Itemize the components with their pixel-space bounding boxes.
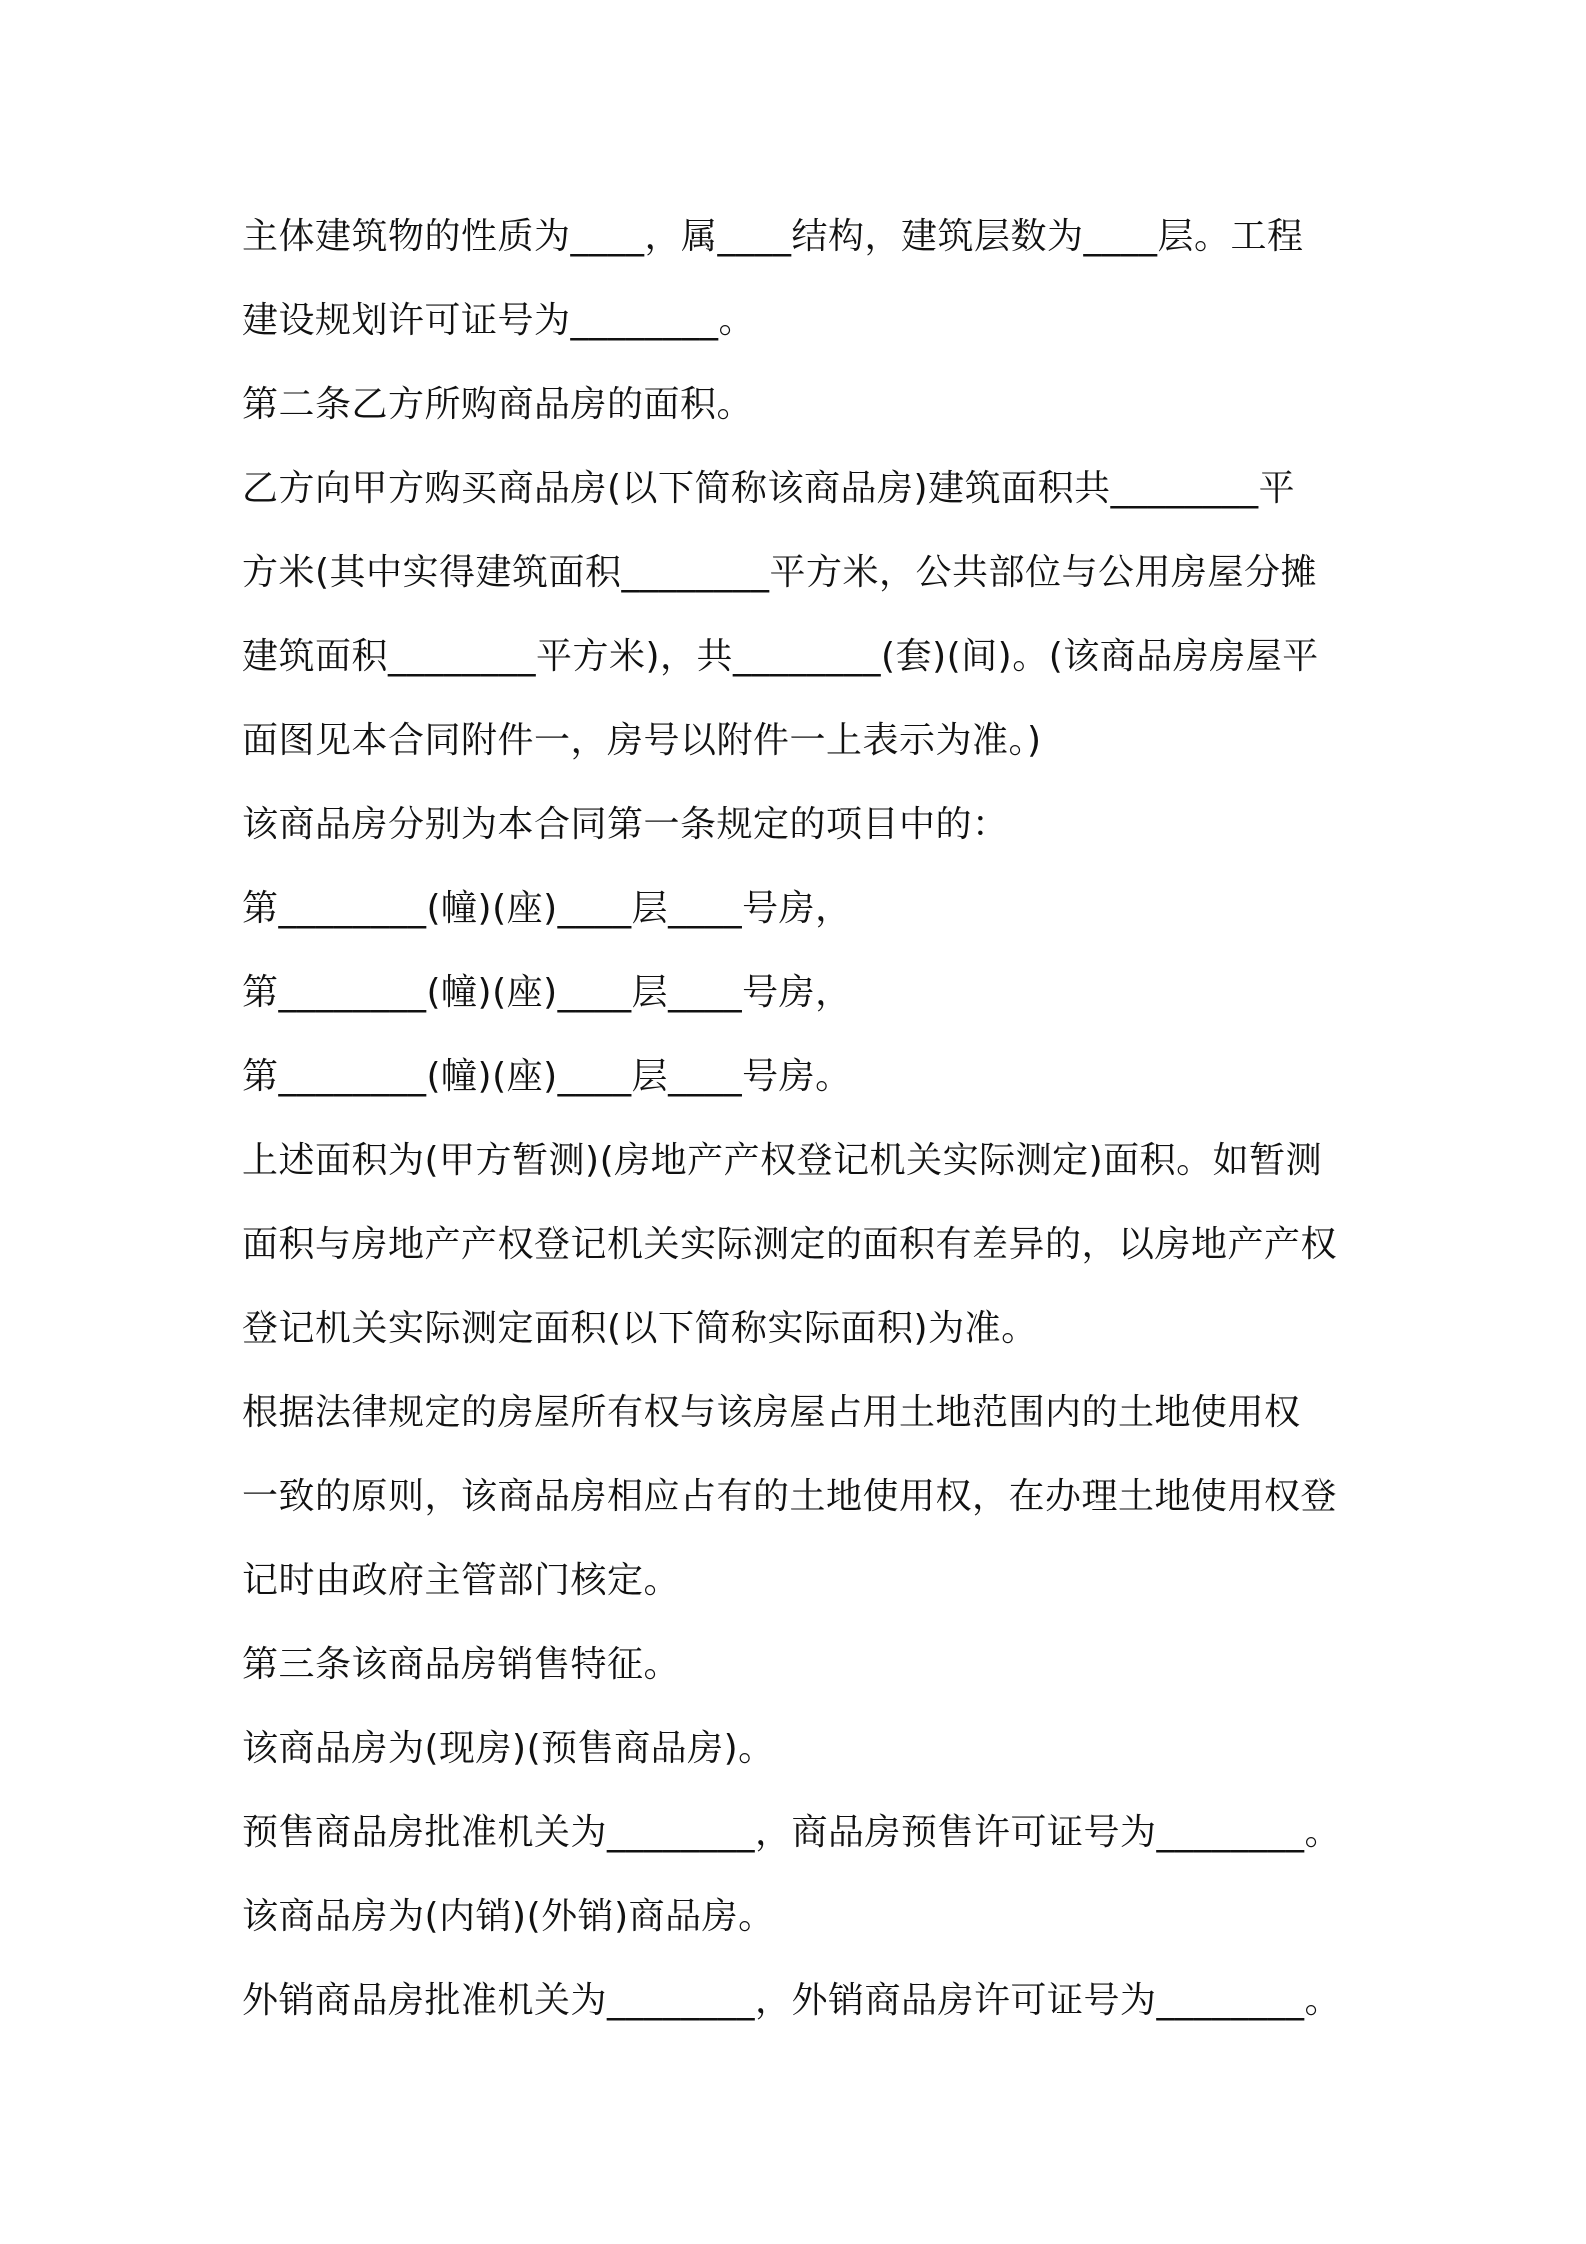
text-line: 根据法律规定的房屋所有权与该房屋占用土地范围内的土地使用权 [242,1392,1301,1433]
text-line: 乙方向甲方购买商品房(以下简称该商品房)建筑面积共________平 [242,468,1296,509]
unit-line: 第________(幢)(座)____层____号房， [242,888,852,929]
text-line: 登记机关实际测定面积(以下简称实际面积)为准。 [242,1308,1038,1349]
text-line: 面积与房地产产权登记机关实际测定的面积有差异的，以房地产产权 [242,1224,1338,1265]
section-heading: 第二条乙方所购商品房的面积。 [242,384,754,425]
text-line: 该商品房为(现房)(预售商品房)。 [242,1728,775,1769]
text-line: 面图见本合同附件一，房号以附件一上表示为准。) [242,720,1042,761]
text-line: 方米(其中实得建筑面积________平方米，公共部位与公用房屋分摊 [242,552,1318,593]
unit-line: 第________(幢)(座)____层____号房， [242,972,852,1013]
text-line: 记时由政府主管部门核定。 [242,1560,681,1601]
text-line: 外销商品房批准机关为________，外销商品房许可证号为________。 [242,1980,1342,2021]
section-heading: 第三条该商品房销售特征。 [242,1644,681,1685]
text-line: 上述面积为(甲方暂测)(房地产产权登记机关实际测定)面积。如暂测 [242,1140,1323,1181]
text-line: 该商品房为(内销)(外销)商品房。 [242,1896,775,1937]
text-line: 该商品房分别为本合同第一条规定的项目中的： [242,804,1009,845]
text-line: 一致的原则，该商品房相应占有的土地使用权，在办理土地使用权登 [242,1476,1338,1517]
unit-line: 第________(幢)(座)____层____号房。 [242,1056,852,1097]
text-line: 建筑面积________平方米)，共________(套)(间)。(该商品房房屋平 [242,636,1319,677]
text-line: 建设规划许可证号为________。 [242,300,756,341]
text-line: 预售商品房批准机关为________，商品房预售许可证号为________。 [242,1812,1342,1853]
document-body [242,195,1372,2043]
text-line: 主体建筑物的性质为____，属____结构，建筑层数为____层。工程 [242,216,1304,257]
